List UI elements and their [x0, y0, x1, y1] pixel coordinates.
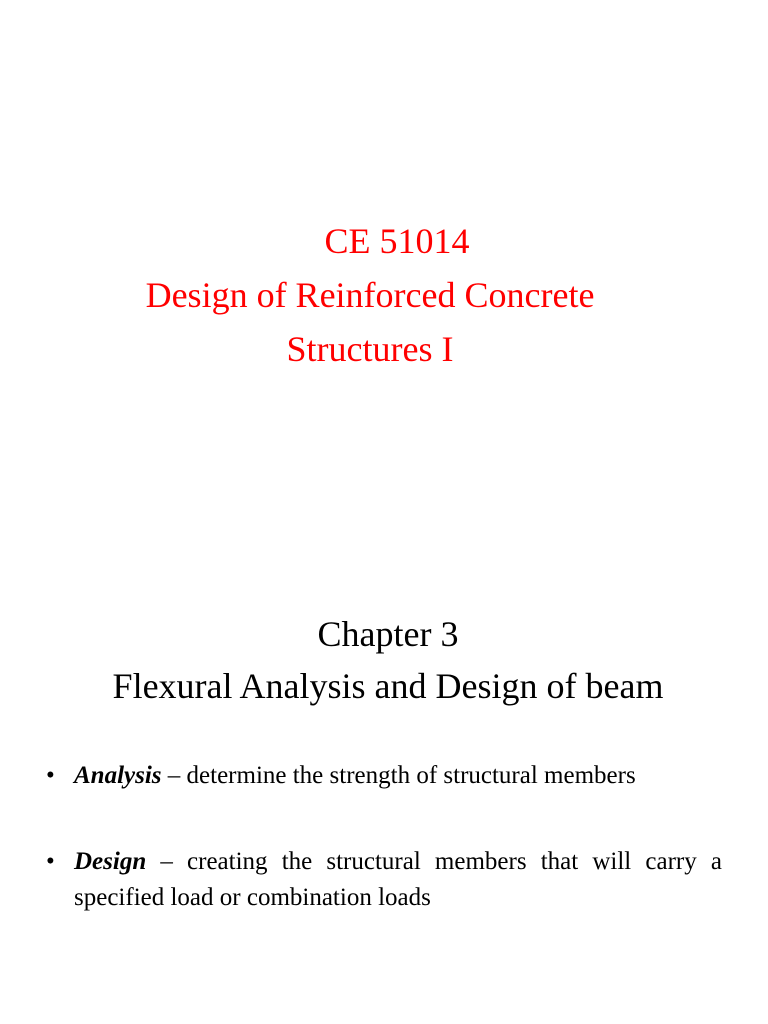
course-title-line-1: Design of Reinforced Concrete — [145, 275, 595, 315]
bullet-mark: • — [46, 762, 55, 789]
term-design: Design — [74, 848, 147, 875]
course-code: CE 51014 — [324, 221, 470, 261]
course-title-line-2: Structures I — [286, 329, 454, 369]
definition-design: – creating the structural members that will carry a specified load or combination loads — [74, 848, 722, 911]
definition-analysis: – determine the strength of structural members — [161, 762, 636, 789]
chapter-heading — [0, 608, 768, 712]
bullet-analysis — [46, 758, 722, 794]
bullet-design — [46, 844, 722, 916]
course-title — [0, 268, 740, 376]
term-analysis: Analysis — [74, 762, 162, 789]
definition-list — [46, 758, 722, 916]
bullet-mark: • — [46, 848, 55, 875]
chapter-title: Flexural Analysis and Design of beam — [112, 666, 664, 706]
chapter-number: Chapter 3 — [317, 614, 459, 654]
